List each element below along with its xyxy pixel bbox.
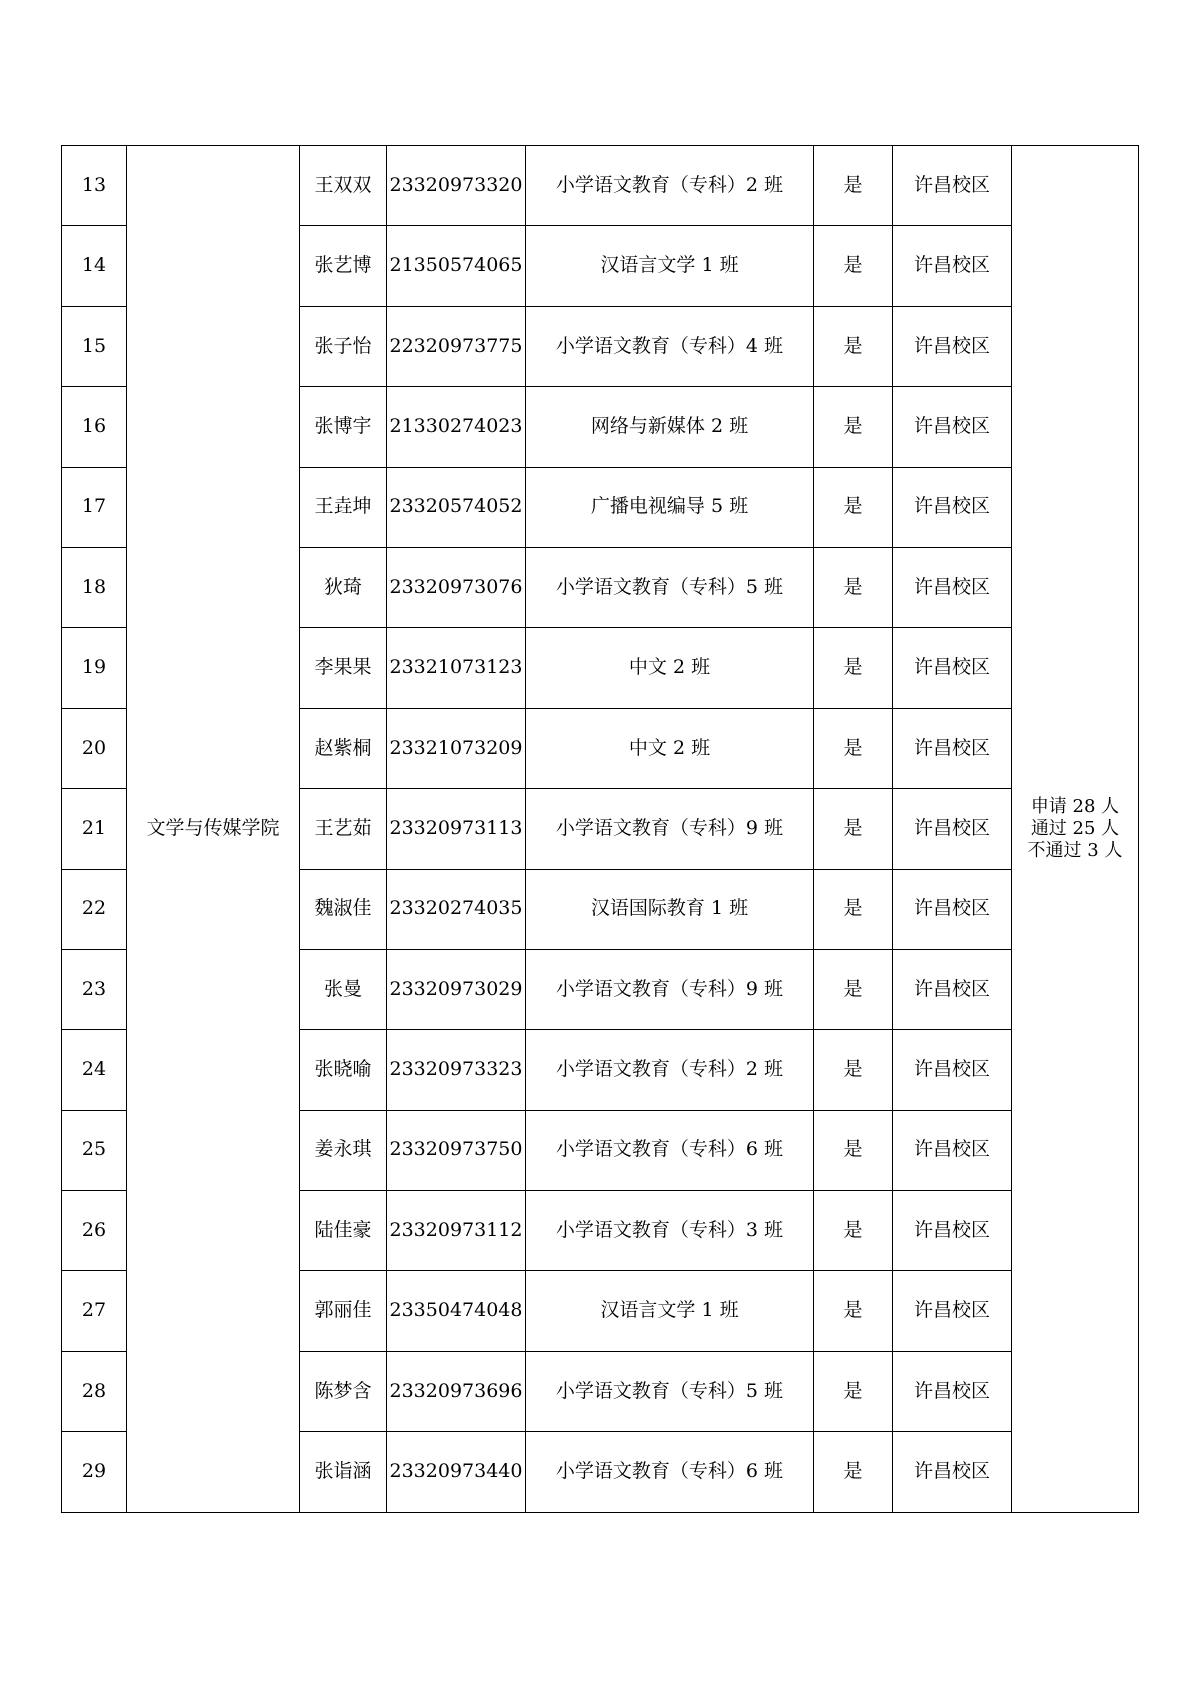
student-id: 23350474048 (387, 1271, 526, 1351)
row-number: 21 (62, 789, 127, 869)
table-body (62, 146, 1139, 1513)
class-name: 小学语文教育（专科）4 班 (526, 306, 814, 386)
campus-name: 许昌校区 (893, 467, 1012, 547)
student-id: 22320973775 (387, 306, 526, 386)
passed-status: 是 (814, 869, 893, 949)
passed-status: 是 (814, 1191, 893, 1271)
class-name: 汉语言文学 1 班 (526, 226, 814, 306)
student-name: 狄琦 (300, 547, 387, 627)
class-name: 小学语文教育（专科）9 班 (526, 789, 814, 869)
row-number: 14 (62, 226, 127, 306)
passed-status: 是 (814, 1432, 893, 1512)
student-id: 23320973750 (387, 1110, 526, 1190)
campus-name: 许昌校区 (893, 1432, 1012, 1512)
student-name: 张子怡 (300, 306, 387, 386)
student-id: 23320973076 (387, 547, 526, 627)
class-name: 小学语文教育（专科）6 班 (526, 1432, 814, 1512)
student-id: 23320574052 (387, 467, 526, 547)
student-name: 陆佳豪 (300, 1191, 387, 1271)
student-id: 23320973440 (387, 1432, 526, 1512)
student-id: 21330274023 (387, 387, 526, 467)
campus-name: 许昌校区 (893, 1271, 1012, 1351)
student-name: 张诣涵 (300, 1432, 387, 1512)
campus-name: 许昌校区 (893, 869, 1012, 949)
class-name: 中文 2 班 (526, 708, 814, 788)
student-id: 23321073209 (387, 708, 526, 788)
passed-status: 是 (814, 306, 893, 386)
passed-status: 是 (814, 1351, 893, 1431)
class-name: 小学语文教育（专科）2 班 (526, 1030, 814, 1110)
summary-failed: 不通过 3 人 (1027, 839, 1123, 861)
student-name: 王艺茹 (300, 789, 387, 869)
row-number: 22 (62, 869, 127, 949)
row-number: 24 (62, 1030, 127, 1110)
row-number: 28 (62, 1351, 127, 1431)
passed-status: 是 (814, 949, 893, 1029)
class-name: 网络与新媒体 2 班 (526, 387, 814, 467)
class-name: 小学语文教育（专科）9 班 (526, 949, 814, 1029)
student-id: 23321073123 (387, 628, 526, 708)
campus-name: 许昌校区 (893, 949, 1012, 1029)
student-id: 23320973029 (387, 949, 526, 1029)
campus-name: 许昌校区 (893, 146, 1012, 226)
campus-name: 许昌校区 (893, 789, 1012, 869)
class-name: 小学语文教育（专科）5 班 (526, 1351, 814, 1431)
campus-name: 许昌校区 (893, 1030, 1012, 1110)
class-name: 小学语文教育（专科）3 班 (526, 1191, 814, 1271)
passed-status: 是 (814, 628, 893, 708)
passed-status: 是 (814, 1271, 893, 1351)
campus-name: 许昌校区 (893, 1351, 1012, 1431)
student-name: 张博宇 (300, 387, 387, 467)
row-number: 29 (62, 1432, 127, 1512)
class-name: 小学语文教育（专科）2 班 (526, 146, 814, 226)
row-number: 26 (62, 1191, 127, 1271)
passed-status: 是 (814, 1110, 893, 1190)
class-name: 汉语言文学 1 班 (526, 1271, 814, 1351)
student-id: 23320973696 (387, 1351, 526, 1431)
campus-name: 许昌校区 (893, 1191, 1012, 1271)
class-name: 广播电视编导 5 班 (526, 467, 814, 547)
student-name: 王垚坤 (300, 467, 387, 547)
student-name: 王双双 (300, 146, 387, 226)
campus-name: 许昌校区 (893, 547, 1012, 627)
row-number: 19 (62, 628, 127, 708)
student-id: 23320973112 (387, 1191, 526, 1271)
row-number: 27 (62, 1271, 127, 1351)
class-name: 中文 2 班 (526, 628, 814, 708)
passed-status: 是 (814, 146, 893, 226)
student-name: 陈梦含 (300, 1351, 387, 1431)
campus-name: 许昌校区 (893, 1110, 1012, 1190)
passed-status: 是 (814, 1030, 893, 1110)
class-name: 汉语国际教育 1 班 (526, 869, 814, 949)
row-number: 25 (62, 1110, 127, 1190)
table-row (62, 146, 1139, 226)
passed-status: 是 (814, 547, 893, 627)
row-number: 17 (62, 467, 127, 547)
passed-status: 是 (814, 467, 893, 547)
student-name: 魏淑佳 (300, 869, 387, 949)
student-name: 郭丽佳 (300, 1271, 387, 1351)
row-number: 13 (62, 146, 127, 226)
student-name: 张曼 (300, 949, 387, 1029)
row-number: 15 (62, 306, 127, 386)
summary-passed: 通过 25 人 (1030, 818, 1120, 840)
class-name: 小学语文教育（专科）5 班 (526, 547, 814, 627)
student-name: 赵紫桐 (300, 708, 387, 788)
campus-name: 许昌校区 (893, 306, 1012, 386)
class-name: 小学语文教育（专科）6 班 (526, 1110, 814, 1190)
student-id: 23320274035 (387, 869, 526, 949)
row-number: 20 (62, 708, 127, 788)
passed-status: 是 (814, 226, 893, 306)
college-name: 文学与传媒学院 (127, 146, 300, 1513)
campus-name: 许昌校区 (893, 708, 1012, 788)
campus-name: 许昌校区 (893, 387, 1012, 467)
student-id: 21350574065 (387, 226, 526, 306)
student-id: 23320973320 (387, 146, 526, 226)
summary-cell (1012, 146, 1139, 1513)
passed-status: 是 (814, 708, 893, 788)
student-id: 23320973113 (387, 789, 526, 869)
passed-status: 是 (814, 789, 893, 869)
student-id: 23320973323 (387, 1030, 526, 1110)
student-list-table (61, 145, 1139, 1513)
summary-applied: 申请 28 人 (1030, 796, 1120, 818)
row-number: 18 (62, 547, 127, 627)
passed-status: 是 (814, 387, 893, 467)
campus-name: 许昌校区 (893, 226, 1012, 306)
row-number: 23 (62, 949, 127, 1029)
student-name: 李果果 (300, 628, 387, 708)
student-name: 张晓喻 (300, 1030, 387, 1110)
row-number: 16 (62, 387, 127, 467)
student-name: 张艺博 (300, 226, 387, 306)
student-name: 姜永琪 (300, 1110, 387, 1190)
campus-name: 许昌校区 (893, 628, 1012, 708)
